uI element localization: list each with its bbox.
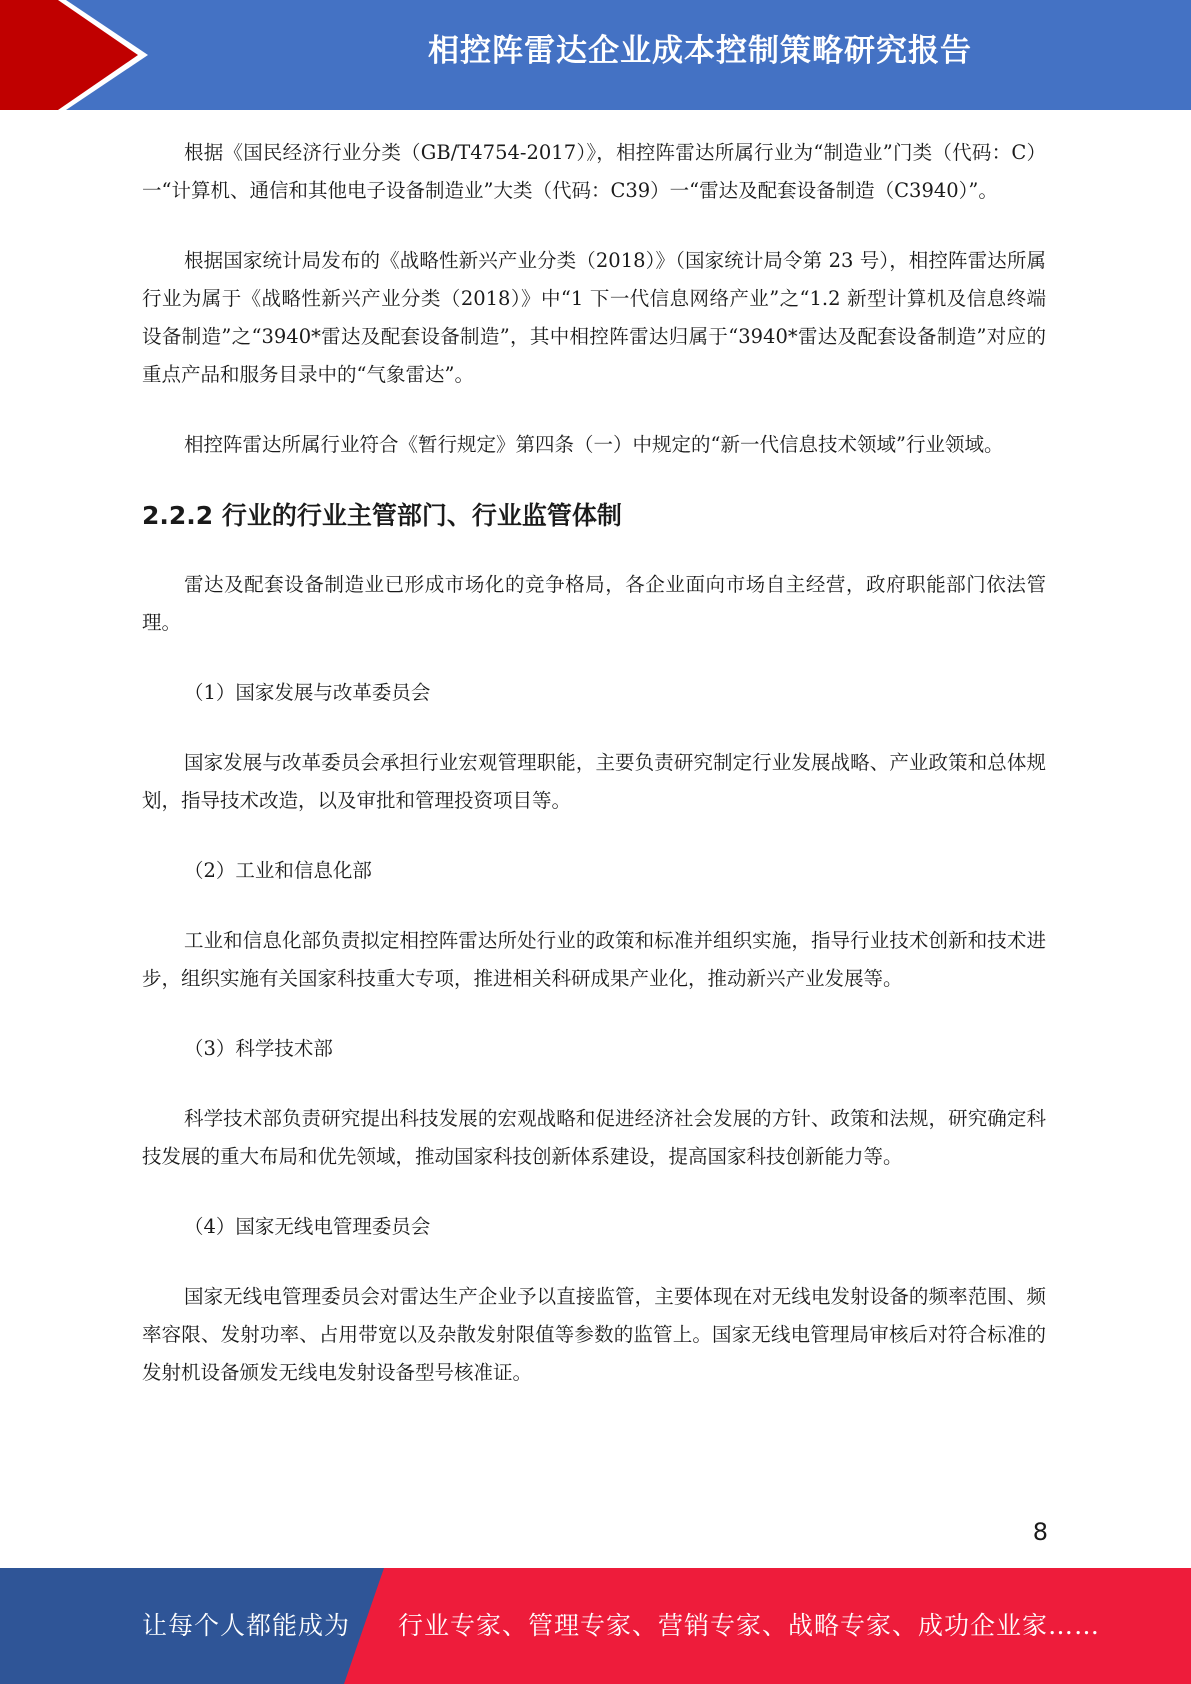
report-title: 相控阵雷达企业成本控制策略研究报告: [428, 33, 972, 69]
page-header: [0, 0, 1191, 110]
sub-heading: （1）国家发展与改革委员会: [184, 681, 431, 704]
paragraph: 雷达及配套设备制造业已形成市场化的竞争格局，各企业面向市场自主经营，政府职能部门依法管理。: [142, 573, 1046, 634]
sub-heading: （4）国家无线电管理委员会: [184, 1215, 431, 1238]
sub-heading: （3）科学技术部: [184, 1037, 333, 1060]
footer-slogan-right: 行业专家、管理专家、营销专家、战略专家、成功企业家……: [398, 1611, 1101, 1640]
paragraph: 根据《国民经济行业分类（GB/T4754-2017）》，相控阵雷达所属行业为“制造业”门类（代码：C）一“计算机、通信和其他电子设备制造业”大类（代码：C39）一“雷达及配套设备制造（C3940）”。: [142, 141, 1046, 202]
paragraph: 国家发展与改革委员会承担行业宏观管理职能，主要负责研究制定行业发展战略、产业政策和总体规划，指导技术改造，以及审批和管理投资项目等。: [142, 751, 1046, 812]
paragraph: 国家无线电管理委员会对雷达生产企业予以直接监管，主要体现在对无线电发射设备的频率范围、频率容限、发射功率、占用带宽以及杂散发射限值等参数的监管上。国家无线电管理局审核后对符合标准的发射机设备颁发无线电发射设备型号核准证。: [142, 1285, 1046, 1384]
chevron-logo-icon: [0, 0, 160, 110]
paragraph: 相控阵雷达所属行业符合《暂行规定》第四条（一）中规定的“新一代信息技术领域”行业领域。: [184, 433, 1004, 456]
paragraph: 科学技术部负责研究提出科技发展的宏观战略和促进经济社会发展的方针、政策和法规，研究确定科技发展的重大布局和优先领域，推动国家科技创新体系建设，提高国家科技创新能力等。: [142, 1107, 1046, 1168]
page-body: [142, 134, 1046, 1424]
sub-heading: （2）工业和信息化部: [184, 859, 372, 882]
paragraph: 工业和信息化部负责拟定相控阵雷达所处行业的政策和标准并组织实施，指导行业技术创新和技术进步，组织实施有关国家科技重大专项，推进相关科研成果产业化，推动新兴产业发展等。: [142, 929, 1046, 990]
page-number: 8: [1032, 1518, 1048, 1546]
footer-slogan-left: 让每个人都能成为: [142, 1611, 351, 1640]
page-footer: [0, 1568, 1191, 1684]
section-heading: 2.2.2 行业的行业主管部门、行业监管体制: [142, 501, 622, 530]
paragraph: 根据国家统计局发布的《战略性新兴产业分类（2018）》（国家统计局令第 23 号），相控阵雷达所属行业为属于《战略性新兴产业分类（2018）》中“1 下一代信息网络产业”之“1.2 新型计算机及信息终端设备制造”之“3940*雷达及配套设备制造”，其中相控阵雷达归属于“3940*雷达及配套设备制造”对应的重点产品和服务目录中的“气象雷达”。: [142, 249, 1046, 386]
